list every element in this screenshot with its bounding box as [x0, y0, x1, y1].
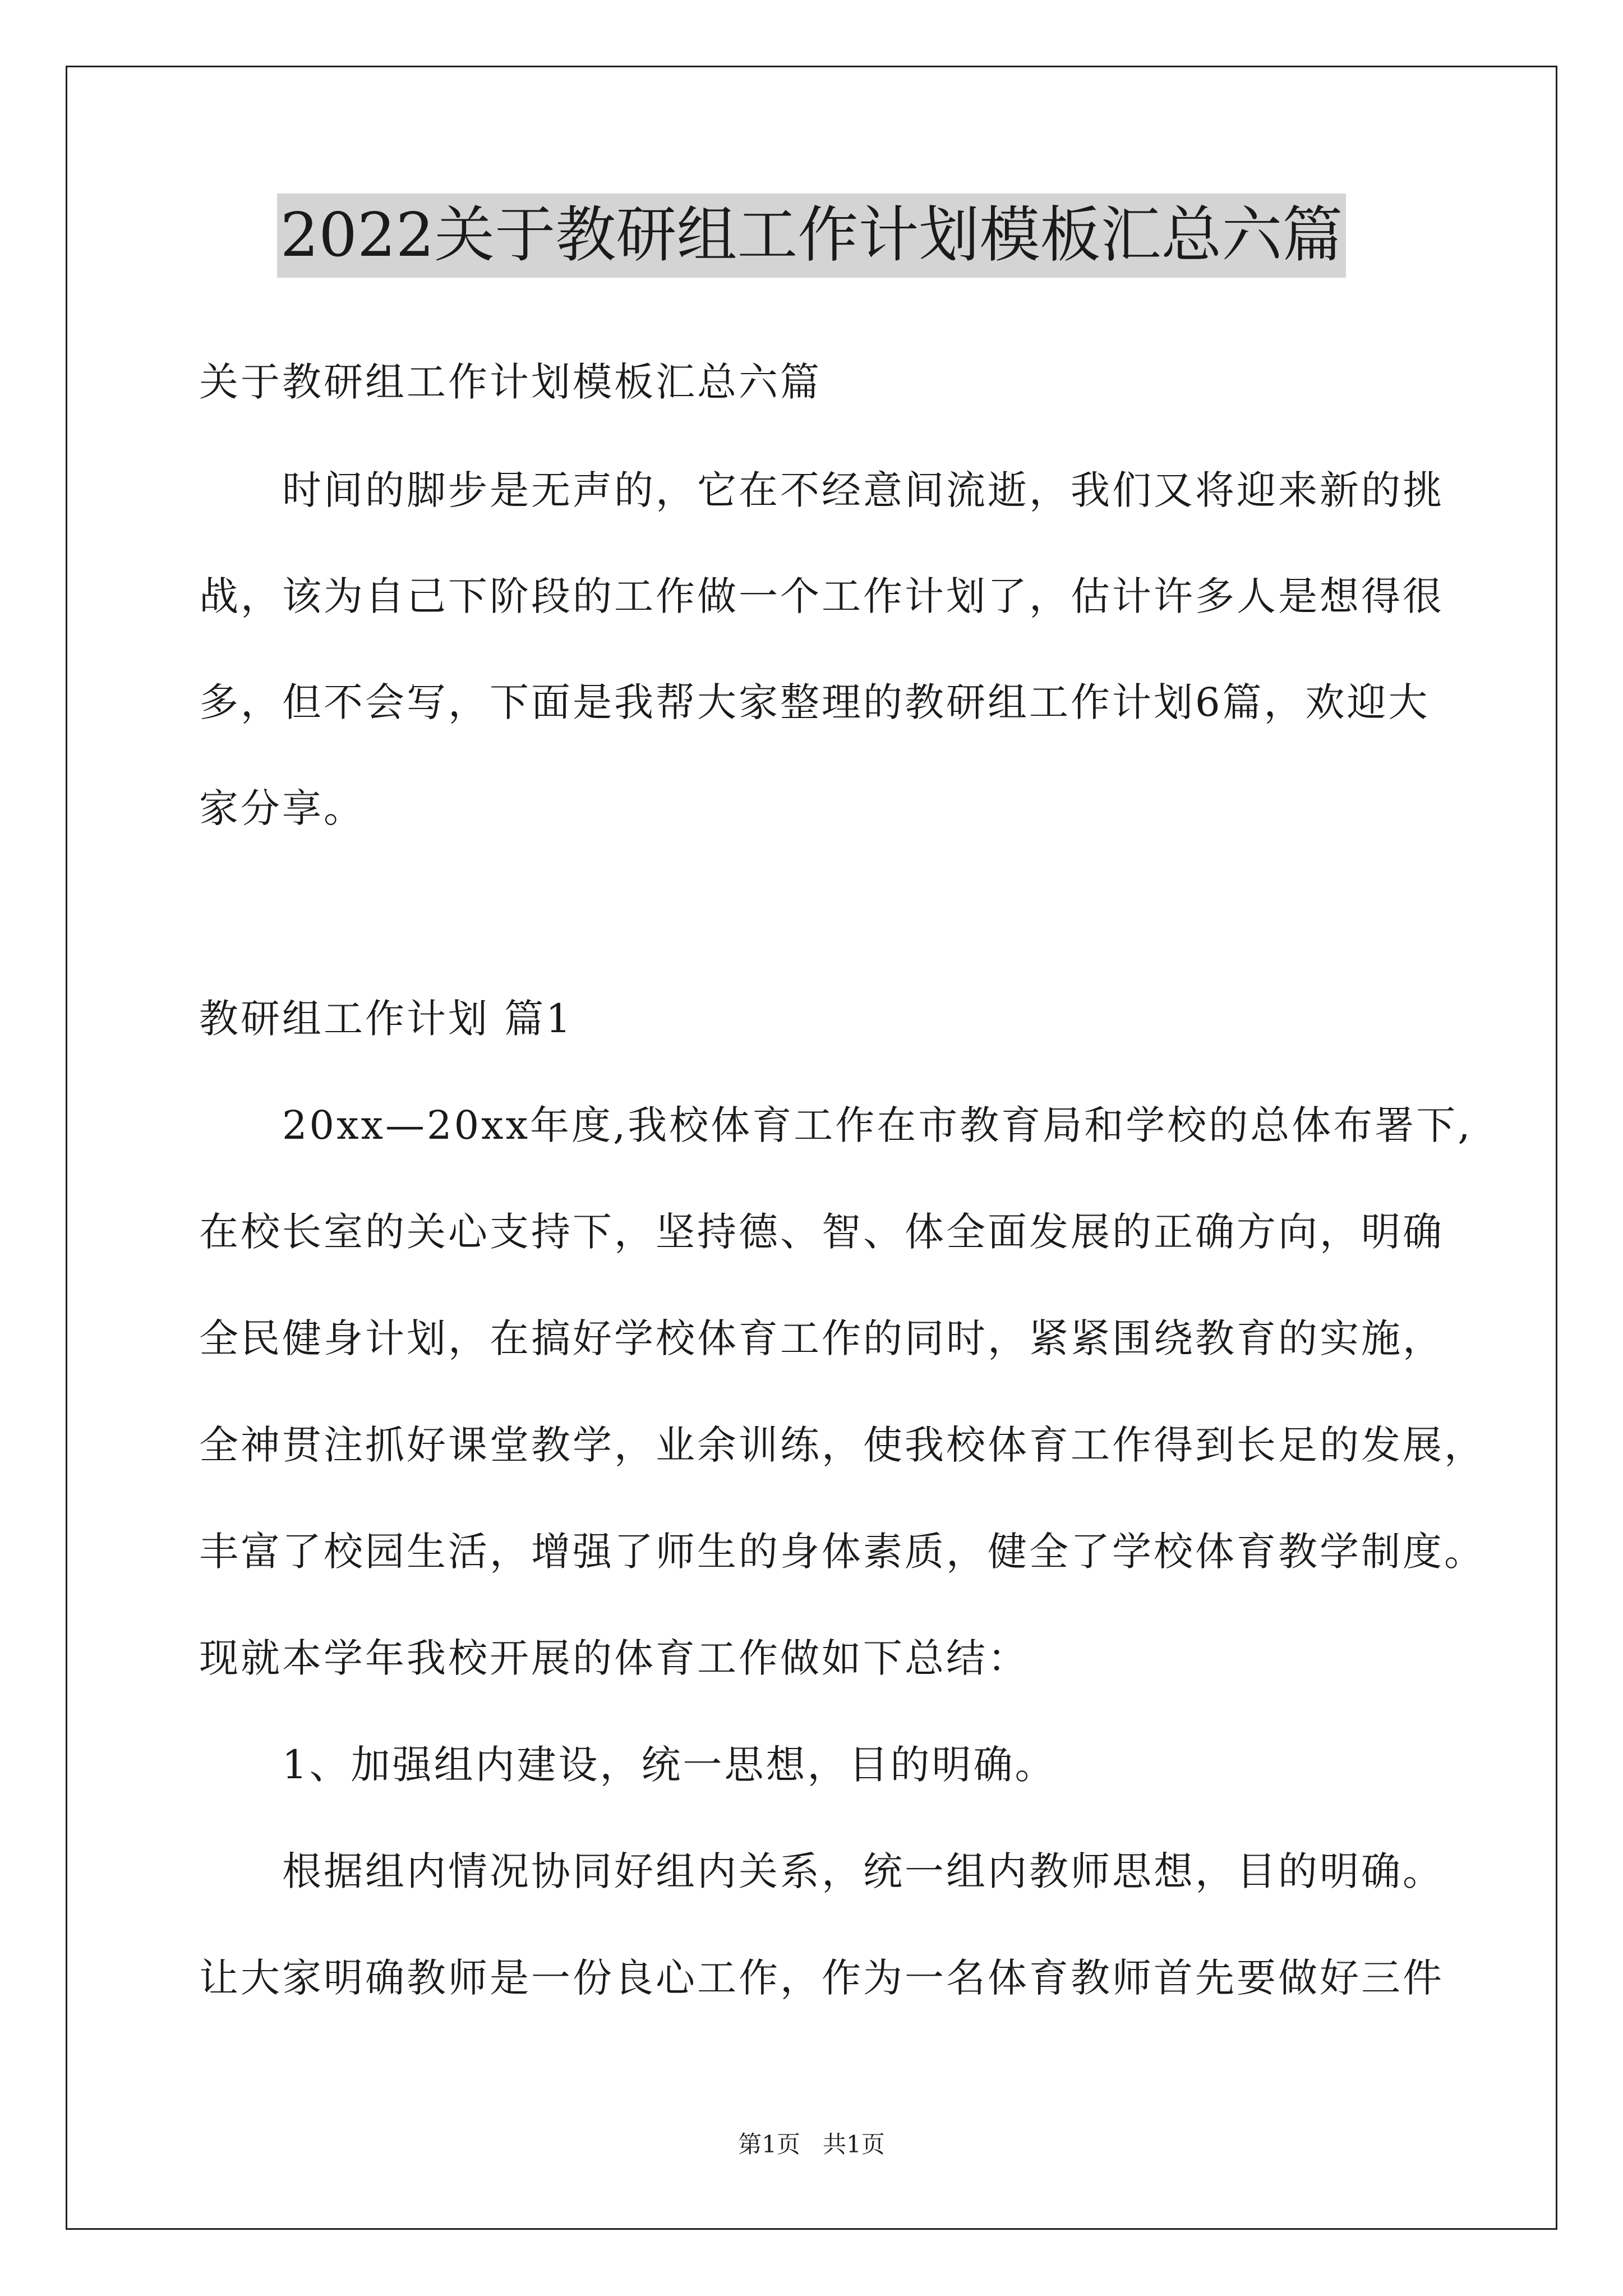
title-container: [0, 194, 1623, 278]
page-footer: 第1页 共1页: [738, 2131, 885, 2158]
paragraph-line: 时间的脚步是无声的，它在不经意间流逝，我们又将迎来新的挑: [199, 467, 1444, 513]
paragraph-line: 根据组内情况协同好组内关系，统一组内教师思想，目的明确。: [199, 1848, 1444, 1894]
paragraph-line: 在校长室的关心支持下，坚持德、智、体全面发展的正确方向，明确: [199, 1209, 1444, 1255]
paragraph-line: 丰富了校园生活，增强了师生的身体素质，健全了学校体育教学制度。: [199, 1529, 1486, 1575]
paragraph-line: 多，但不会写，下面是我帮大家整理的教研组工作计划6篇，欢迎大: [199, 679, 1430, 725]
paragraph-line: 让大家明确教师是一份良心工作，作为一名体育教师首先要做好三件: [199, 1955, 1444, 2001]
paragraph-line: 20xx—20xx年度,我校体育工作在市教育局和学校的总体布署下,: [199, 1102, 1473, 1148]
paragraph-line: 战，该为自己下阶段的工作做一个工作计划了，估计许多人是想得很: [199, 573, 1444, 619]
document-title: 2022关于教研组工作计划模板汇总六篇: [277, 194, 1347, 278]
paragraph-line: 全民健身计划，在搞好学校体育工作的同时，紧紧围绕教育的实施，: [199, 1315, 1444, 1361]
document-subtitle: 关于教研组工作计划模板汇总六篇: [199, 359, 822, 405]
paragraph-line: 现就本学年我校开展的体育工作做如下总结：: [199, 1635, 1029, 1681]
section-heading: 教研组工作计划 篇1: [199, 996, 573, 1042]
paragraph-line: 全神贯注抓好课堂教学，业余训练，使我校体育工作得到长足的发展，: [199, 1422, 1486, 1468]
list-item-heading: 1、加强组内建设，统一思想，目的明确。: [199, 1742, 1057, 1788]
paragraph-line: 家分享。: [199, 785, 365, 831]
